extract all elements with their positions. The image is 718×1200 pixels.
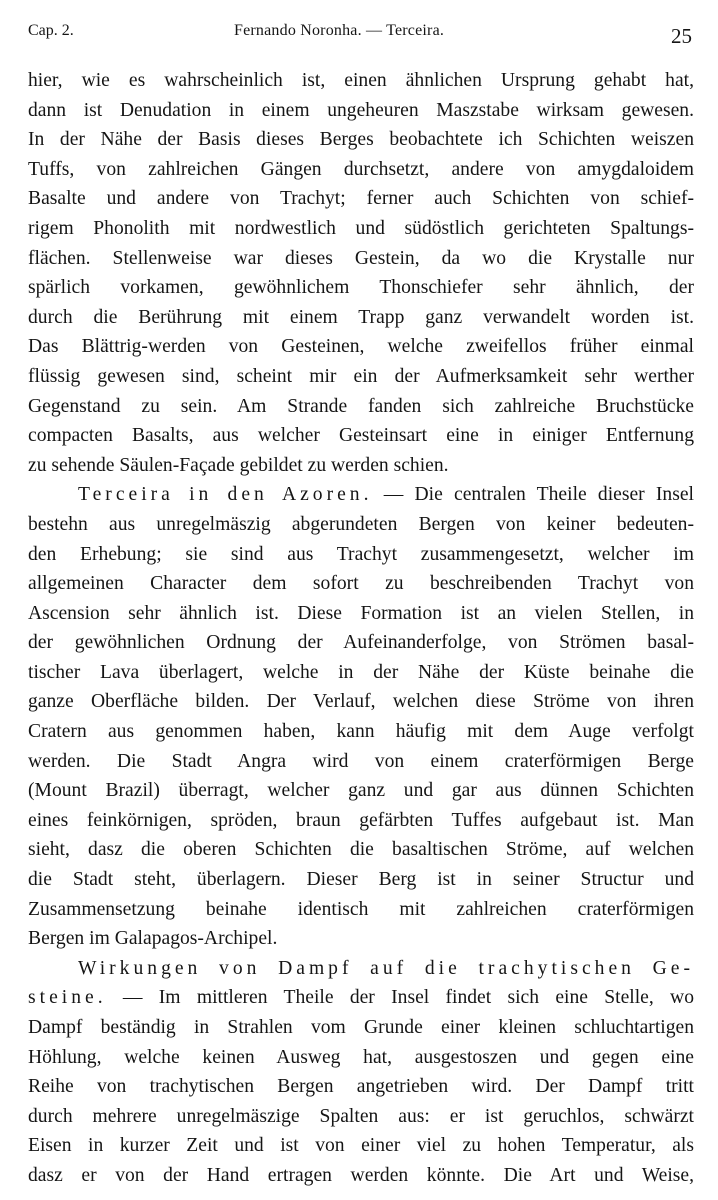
text-line: flächen. Stellenweise war dieses Gestein, da wo die Krystalle nur: [28, 247, 694, 269]
text-line: spärlich vorkamen, gewöhnlichem Thonschiefer sehr ähnlich, der: [28, 277, 694, 299]
text-line: dann ist Denudation in einem ungeheuren Maszstabe wirksam gewesen.: [28, 99, 694, 121]
text-line: hier, wie es wahrscheinlich ist, einen ähnlichen Ursprung gehabt hat,: [28, 70, 694, 91]
text-line: ganze Oberfläche bilden. Der Verlauf, welchen diese Ströme von ihren: [28, 691, 694, 713]
text-line: Bergen im Galapagos-Archipel.: [28, 928, 278, 950]
page-number: 25: [671, 24, 692, 48]
text-line: zu sehende Säulen-Façade gebildet zu werden schien.: [28, 454, 449, 476]
text-line: allgemeinen Character dem sofort zu beschreibenden Trachyt von: [28, 573, 694, 595]
text-line: bestehn aus unregelmäszig abgerundeten Bergen von keiner bedeuten-: [28, 513, 694, 535]
text-line: eines feinkörnigen, spröden, braun gefärbten Tuffes aufgebaut ist. Man: [28, 809, 694, 831]
text-line: steine. — Im mittleren Theile der Insel findet sich eine Stelle, wo: [28, 987, 694, 1009]
section-heading: Terceira in den Azoren.: [78, 484, 373, 506]
text-line: Gegenstand zu sein. Am Strande fanden sich zahlreiche Bruchstücke: [28, 395, 694, 417]
text-line: (Mount Brazil) überragt, welcher ganz und gar aus dünnen Schichten: [28, 780, 694, 802]
text-line: Ascension sehr ähnlich ist. Diese Formation ist an vielen Stellen, in: [28, 602, 694, 624]
text-line: Höhlung, welche keinen Ausweg hat, ausgestoszen und gegen eine: [28, 1046, 694, 1068]
text-line: Basalte und andere von Trachyt; ferner auch Schichten von schief-: [28, 188, 694, 210]
text-line: durch die Berührung mit einem Trapp ganz verwandelt worden ist.: [28, 306, 694, 328]
body-text: [28, 66, 694, 1191]
page-header: [28, 18, 696, 48]
chapter-label: Cap. 2.: [28, 22, 74, 39]
running-title: Fernando Noronha. — Terceira.: [234, 22, 445, 39]
text-line: durch mehrere unregelmäszige Spalten aus: er ist geruchlos, schwärzt: [28, 1105, 694, 1127]
text-line: dasz er von der Hand ertragen werden könnte. Die Art und Weise,: [28, 1164, 694, 1186]
section-heading-line: [28, 954, 694, 984]
section-heading-end: steine.: [28, 987, 107, 1009]
text-line: Das Blättrig-werden von Gesteinen, welche zweifellos früher einmal: [28, 336, 694, 358]
text-line: Cratern aus genommen haben, kann häufig mit dem Auge verfolgt: [28, 721, 694, 743]
text-line: Reihe von trachytischen Bergen angetrieben wird. Der Dampf tritt: [28, 1076, 694, 1098]
text-line: In der Nähe der Basis dieses Berges beobachtete ich Schichten weiszen: [28, 129, 694, 151]
text-line: Dampf beständig in Strahlen vom Grunde einer kleinen schluchtartigen: [28, 1017, 694, 1038]
text-line: werden. Die Stadt Angra wird von einem craterförmigen Berge: [28, 750, 694, 772]
section-heading-line: Terceira in den Azoren. — Die centralen Theile dieser Insel: [78, 484, 694, 506]
text-line: tischer Lava überlagert, welche in der Nähe der Küste beinahe die: [28, 661, 694, 683]
text-line: der gewöhnlichen Ordnung der Aufeinanderfolge, von Strömen basal-: [28, 632, 694, 654]
text-line: die Stadt steht, überlagern. Dieser Berg ist in seiner Structur und: [28, 869, 694, 891]
text-line: flüssig gewesen sind, scheint mir ein der Aufmerksamkeit sehr werther: [28, 365, 694, 387]
section-heading: Wirkungen von Dampf auf die trachytischen Ge-: [78, 957, 694, 979]
text-line: den Erhebung; sie sind aus Trachyt zusammengesetzt, welcher im: [28, 543, 694, 565]
text-line: Zusammensetzung beinahe identisch mit zahlreichen craterförmigen: [28, 898, 694, 920]
text-line: rigem Phonolith mit nordwestlich und südöstlich gerichteten Spaltungs-: [28, 217, 694, 239]
text-line: sieht, dasz die oberen Schichten die basaltischen Ströme, auf welchen: [28, 839, 694, 861]
text-line: Eisen in kurzer Zeit und ist von einer viel zu hohen Temperatur, als: [28, 1135, 694, 1157]
text-line: compacten Basalts, aus welcher Gesteinsart eine in einiger Entfernung: [28, 425, 694, 447]
text-line: Tuffs, von zahlreichen Gängen durchsetzt, andere von amygdaloidem: [28, 158, 694, 180]
